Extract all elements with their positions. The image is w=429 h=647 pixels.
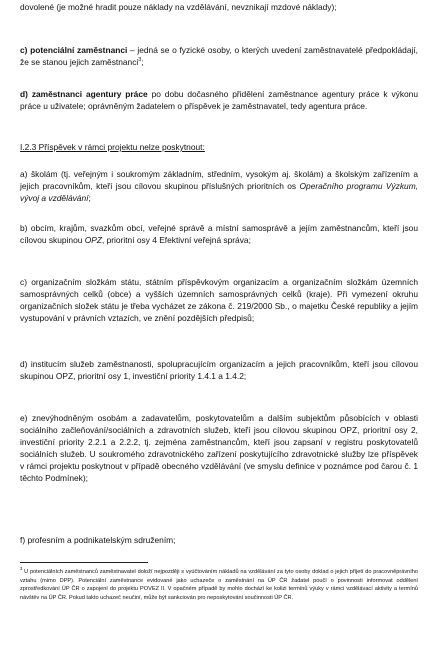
paragraph-c-prefix: c) <box>20 45 28 55</box>
list-item-b-text: b) obcím, krajům, svazkům obcí, veřejné správě a místní samosprávě a jejím zaměstnancům, kteří jsou cílovou skupinou <box>20 223 418 246</box>
list-item-a-text: a) školám (tj. veřejným i soukromým základním, středním, vysokým aj. školám) a školským zařízením a jejich pracovníkům, kteří jsou cílovou skupinou příslušných prioritních os <box>20 169 418 192</box>
footnote-marker: 3 <box>20 566 23 572</box>
list-item-b-program: OPZ <box>84 235 102 246</box>
paragraph-b-continuation <box>20 1 418 13</box>
footnote-ref-3[interactable]: 3 <box>138 57 142 64</box>
paragraph-d-prefix: d) <box>20 89 28 99</box>
list-item-b <box>20 222 418 246</box>
list-item-d <box>20 358 418 382</box>
paragraph-c-term: potenciální zaměstnanci <box>30 45 128 55</box>
list-item-c-text: c) organizačním složkám státu, státním příspěvkovým organizacím a organizačním složkám územních samosprávných celků (obce) a vyšších územních samosprávných celků (kraje). Při vymezení okruhu organizačních složek státu je třeba vycházet ze zákona č. 219/2000 Sb., o majetku České republiky a jejím vystupování v právních vztazích, ve znění pozdějších předpisů; <box>20 277 418 324</box>
list-item-b-end: , prioritní osy 4 Efektivní veřejná správa; <box>101 235 251 246</box>
list-item-e <box>20 412 418 485</box>
list-item-c <box>20 276 418 324</box>
list-item-a <box>20 168 418 204</box>
paragraph-d-text: po dobu dočasného přidělení zaměstnance agentury práce k výkonu práce u uživatele; oprávněným žadatelem o příspěvek je zaměstnavatel, tedy agentura práce. <box>20 89 419 112</box>
footnote-separator <box>20 562 148 563</box>
footnote-text: U potenciálních zaměstnanců zaměstnavatel doloží nejpozději s vyúčtováním nákladů na vzdělávání za tyto osoby doklad o jejich přijetí do pracovněprávního vztahu (mimo DPP). Potenciální zaměstnance evidované jako uchazeče o zaměstnání na ÚP ČR žadatel poučí o povinnosti informovat oddělení zprostředkování ÚP ČR o zapojení do projektu POVEZ II. V opačném případě by mohlo dochází ke kolizi termínů výuky v rámci vzdělávací aktivity a termínů návštěv na ÚP ČR. Pokud takto uchazeč neučiní, může být sankciován pro neposkytování součinnosti ÚP ČR. <box>20 569 418 601</box>
list-item-e-text: e) znevýhodněným osobám a zadavatelům, poskytovatelům a dalším subjektům působících v oblasti sociálního začleňování/sociálních a zdravotních služeb, kteří jsou cílovou skupinou OPZ, prioritní osy 2, investiční priority 2.2.1 a 2.2.2, tj. zejména zaměstnancům, kteří jsou zapsaní v registru poskytovatelů sociálních služeb. U soukromého zdravotnického zařízení poskytujícího zdravotnické služby lze příspěvek v rámci projektu poskytnout v případě obecného vzdělávání (ve smyslu definice v poznámce pod čarou č. 1 těchto Podmínek); <box>20 413 418 484</box>
paragraph-c <box>20 44 418 68</box>
list-item-f-text: f) profesním a podnikatelským sdružením; <box>20 535 176 545</box>
footnote <box>20 568 418 602</box>
list-item-d-text: d) institucím služeb zaměstnanosti, spolupracujícím organizacím a jejich pracovníkům, kteří jsou cílovou skupinou OPZ, prioritní osy 1, investiční priority 1.4.1 a 1.4.2; <box>20 359 418 382</box>
list-item-a-end: ; <box>88 193 91 204</box>
section-heading: I.2.3 Příspěvek v rámci projektu nelze poskytnout: <box>20 142 205 152</box>
list-item-f <box>20 534 418 546</box>
paragraph-d-term: zaměstnanci agentury práce <box>31 89 148 99</box>
paragraph-b-text: dovolené (je možné hradit pouze náklady na vzdělávání, nevznikají mzdové náklady); <box>20 2 337 12</box>
paragraph-d <box>20 88 418 112</box>
list-item-a-program: Operačního programu Výzkum, vývoj a vzdělávání <box>20 181 419 204</box>
paragraph-c-text: – jedná se o fyzické osoby, o kterých uvedení zaměstnavatelé předpokládají, že se stanou jejich zaměstnanci <box>20 45 418 68</box>
paragraph-c-end: ; <box>141 57 144 68</box>
section-heading-block <box>20 141 418 153</box>
